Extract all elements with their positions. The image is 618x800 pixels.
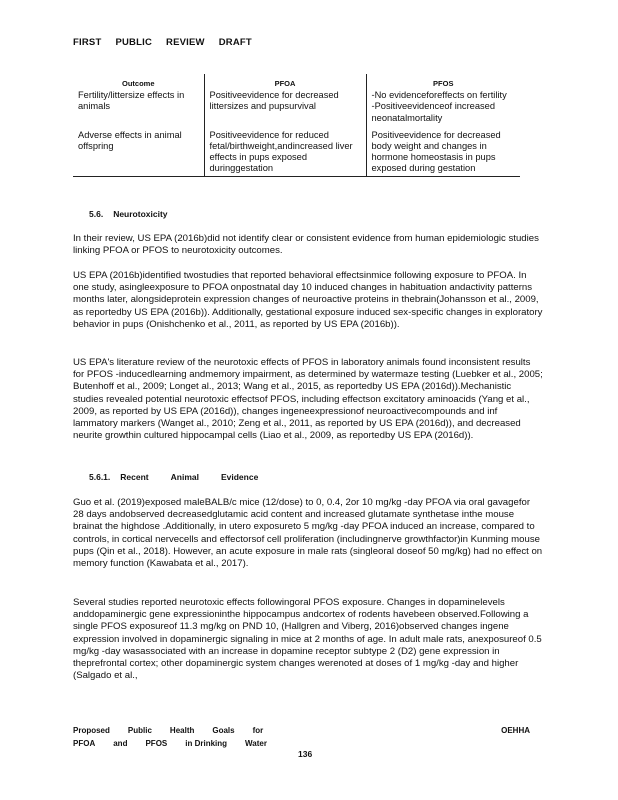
heading-word: Recent [120,472,149,482]
footer-word: PFOA [73,739,96,748]
paragraph: Guo et al. (2019)exposed maleBALB/c mice (12/dose) to 0, 0.4, 2or 10 mg/kg -day PFOA via oral gavagefor 28 days andobserved decreasedglutamic acid content and increased glutamate synthetase inthe mouse brainat the highdose .Additionally, in utero exposureto 5 mg/kg -day PFOA induced an increase, compared to controls, in cortical nervecells and effectorsof cell proliferation (includingnerve growthfactor)in Kunming mouse pups (Qin et al., 2018). However, an acute exposure in male rats (singleoral doseof 50 mg/kg) had no effect on memory function (Kawabata et al., 2017). [73,497,543,570]
table-cell [366,90,520,130]
footer-word: Health [169,726,195,735]
draft-header [73,37,266,48]
paragraph: US EPA (2016b)identified twostudies that reported behavioral effectsinmice following exposure to PFOA. In one study, asingleexposure to PFOA onpostnatal day 10 induced changes in habituation andactivity patterns months later, alongsideprotein expression changes of neuroactive proteins in thebrain(Johansson et al., 2009, as reportedby US EPA (2016b)). Additionally, gestational exposure induced sex-specific changes in exploratory behavior in pups (Onishchenko et al., 2011, as reported by US EPA (2016b)). [73,270,543,330]
header-word: DRAFT [218,37,252,48]
cell-line: -Positiveevidenceof increased neonatalmortality [371,101,496,123]
cell-line: -No evidenceforeffects on fertility [371,90,507,101]
footer-title [73,724,530,750]
table-row [73,90,520,130]
footer-word: PFOS [145,739,168,748]
footer-word: and [113,739,128,748]
column-header-outcome: Outcome [121,79,155,88]
paragraph: Several studies reported neurotoxic effects followingoral PFOS exposure. Changes in dopaminelevels anddopaminergic gene expressioninthe hippocampus andcortex of rodents havebeen observed.Following a single PFOS exposureof 11.3 mg/kg on PND 10, (Hallgren and Viberg, 2016)observed changes ingene expression involved in dopaminergic signaling in mice at 2 months of age. In adult male rats, anexposureof 0.5 mg/kg -day wasassociated with an increase in dopamine receptor subtype 2 (D2) gene expression in theprefrontal cortex; other dopaminergic system changes werenoted at doses of 1 mg/kg -day and higher (Salgado et al., [73,597,542,682]
table-cell: Adverse effects in animal offspring [73,130,204,176]
footer-word: Water [245,739,267,748]
header-word: PUBLIC [115,37,153,48]
heading-word: Animal [170,472,199,482]
page-number: 136 [298,749,313,759]
section-number: 5.6. [89,209,104,219]
table-cell: Positiveevidence for decreased littersizes and pupsurvival [204,90,366,130]
paragraph: In their review, US EPA (2016b)did not identify clear or consistent evidence from human epidemiologic studies linking PFOA or PFOS to neurotoxicity outcomes. [73,233,539,257]
column-header-pfoa: PFOA [204,74,366,90]
subsection-heading [89,472,258,482]
footer-word: Proposed [73,726,110,735]
table-row [73,130,520,176]
outcome-table [73,74,520,177]
footer-word: Public [127,726,152,735]
table-cell: Fertility/littersize effects in animals [78,90,185,112]
header-word: FIRST [73,37,102,48]
table-cell: Positiveevidence for decreased body weight and changes in hormone homeostasis in pups exposed during gestation [366,130,520,176]
heading-word: Evidence [220,472,259,482]
header-word: REVIEW [166,37,205,48]
footer-word: for [252,726,264,735]
footer-agency: OEHHA [501,726,530,735]
section-number: 5.6.1. [89,472,111,482]
table-cell: Positiveevidence for reduced fetal/birthweight,andincreased liver effects in pups exposed duringgestation [204,130,366,176]
footer-word: Goals [212,726,235,735]
paragraph: US EPA's literature review of the neurotoxic effects of PFOS in laboratory animals found inconsistent results for PFOS -inducedlearning andmemory impairment, as determined by watermaze testing (Luebker et al., 2005; Butenhoff et al., 2009; Longet al., 2013; Wang et al., 2015, as reportedby US EPA (2016d)).Mechanistic studies revealed potential neurotoxic effectsof PFOS, including effectson excitatory aminoacids (Yang et al., 2009, as reported by US EPA (2016d)), changes ingeneexpressionof neuroactivecompounds and inf lammatory markers (Wanget al., 2010; Zeng et al., 2011, as reported by US EPA (2016d)), and decreased neurite growthin cultured hippocampal cells (Liao et al., 2009, as reportedby US EPA (2016d)). [73,357,543,442]
column-header-pfos: PFOS [433,79,454,88]
section-title: Neurotoxicity [113,209,168,219]
section-heading [89,209,168,219]
page-footer [73,724,530,750]
footer-word: in Drinking [185,739,228,748]
